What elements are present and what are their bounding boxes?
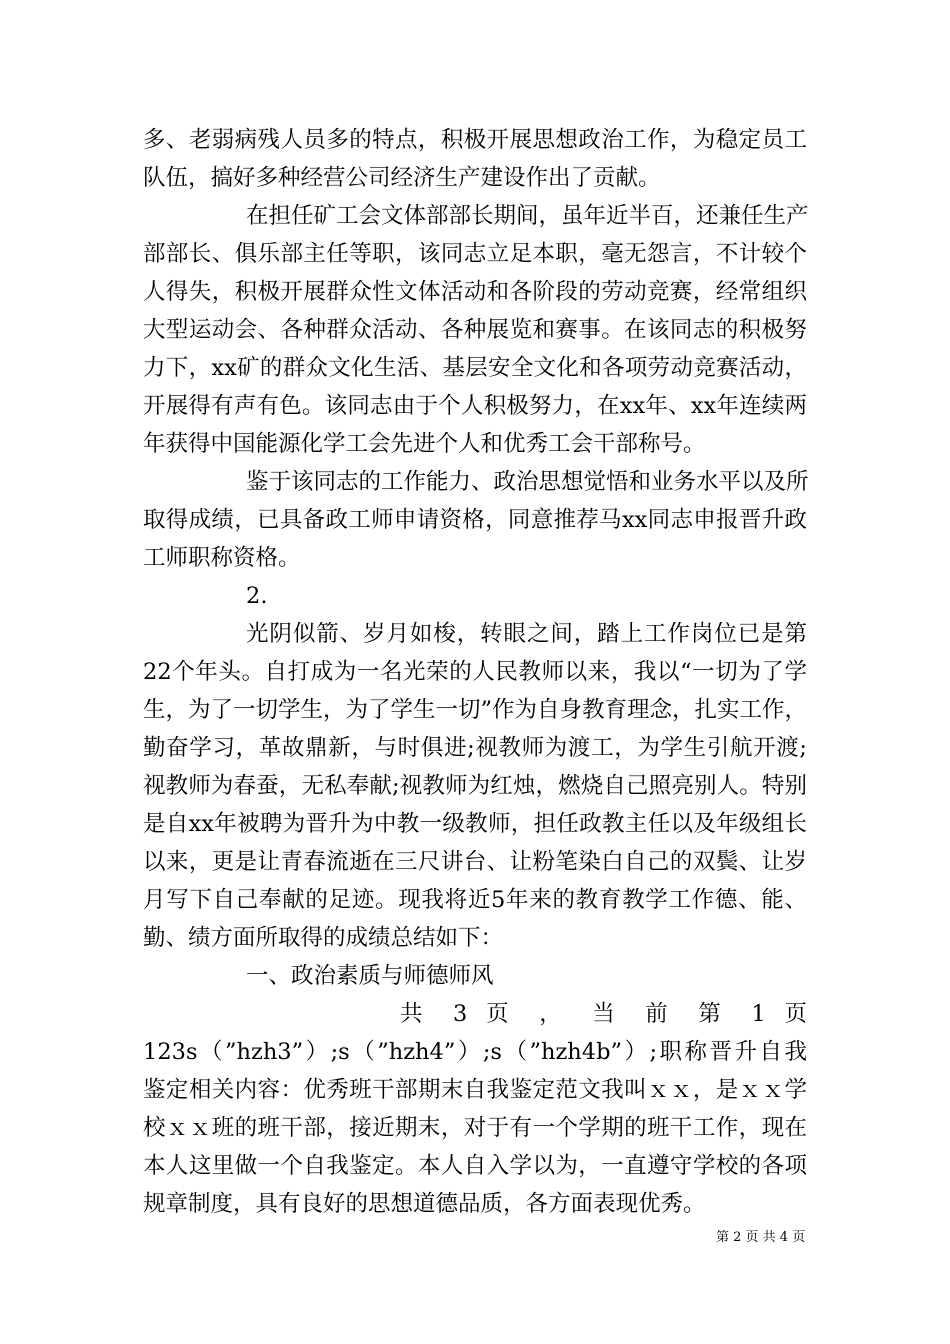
text-line: 工师职称资格。: [143, 545, 301, 571]
text-line: 月写下自己奉献的足迹。现我将近5年来的教育教学工作德、能、: [143, 887, 807, 913]
text-line: 开展得有声有色。该同志由于个人积极努力，在xx年、xx年连续两: [143, 393, 807, 419]
text-line: 力下，xx矿的群众文化生活、基层安全文化和各项劳动竞赛活动，: [143, 355, 807, 381]
section-number: 2.: [246, 583, 268, 609]
text-line: 多、老弱病残人员多的特点，积极开展思想政治工作，为稳定员工: [143, 127, 807, 153]
text-line: 是自xx年被聘为晋升为中教一级教师，担任政教主任以及年级组长: [143, 811, 807, 837]
page-count-line: 共 3 页 ， 当 前 第 1 页: [400, 1001, 807, 1027]
text-line: 本人这里做一个自我鉴定。本人自入学以为，一直遵守学校的各项: [143, 1153, 807, 1179]
text-line: 鉴定相关内容：优秀班干部期末自我鉴定范文我叫ｘｘ，是ｘｘ学: [143, 1077, 807, 1103]
text-line: 规章制度，具有良好的思想道德品质，各方面表现优秀。: [143, 1191, 706, 1217]
text-line: 队伍，搞好多种经营公司经济生产建设作出了贡献。: [143, 165, 661, 191]
text-line: 光阴似箭、岁月如梭，转眼之间，踏上工作岗位已是第: [246, 621, 807, 647]
text-line: 取得成绩，已具备政工师申请资格，同意推荐马xx同志申报晋升政: [143, 507, 807, 533]
text-line: 校ｘｘ班的班干部，接近期末，对于有一个学期的班干工作，现在: [143, 1115, 807, 1141]
text-line: 123s（”hzh3”）;s（”hzh4”）;s（”hzh4b”）;职称晋升自我: [143, 1039, 807, 1065]
text-line: 在担任矿工会文体部部长期间，虽年近半百，还兼任生产: [246, 203, 809, 229]
text-line: 22个年头。自打成为一名光荣的人民教师以来，我以“一切为了学: [143, 659, 807, 685]
page-footer: 第 2 页 共 4 页: [716, 1230, 806, 1245]
text-line: 勤、绩方面所取得的成绩总结如下：: [143, 925, 504, 951]
text-line: 生，为了一切学生，为了学生一切”作为自身教育理念，扎实工作，: [143, 697, 808, 723]
text-line: 以来，更是让青春流逝在三尺讲台、让粉笔染白自己的双鬓、让岁: [143, 849, 807, 875]
section-heading: 一、政治素质与师德师风: [246, 963, 494, 989]
text-line: 视教师为春蚕，无私奉献;视教师为红烛，燃烧自己照亮别人。特别: [143, 773, 807, 799]
text-line: 大型运动会、各种群众活动、各种展览和赛事。在该同志的积极努: [143, 317, 807, 343]
text-line: 部部长、俱乐部主任等职，该同志立足本职，毫无怨言，不计较个: [143, 241, 807, 267]
text-line: 人得失，积极开展群众性文体活动和各阶段的劳动竞赛，经常组织: [143, 279, 807, 305]
text-line: 鉴于该同志的工作能力、政治思想觉悟和业务水平以及所: [246, 469, 809, 495]
text-line: 年获得中国能源化学工会先进个人和优秀工会干部称号。: [143, 431, 706, 457]
text-line: 勤奋学习，革故鼎新，与时俱进;视教师为渡工，为学生引航开渡;: [143, 735, 807, 761]
